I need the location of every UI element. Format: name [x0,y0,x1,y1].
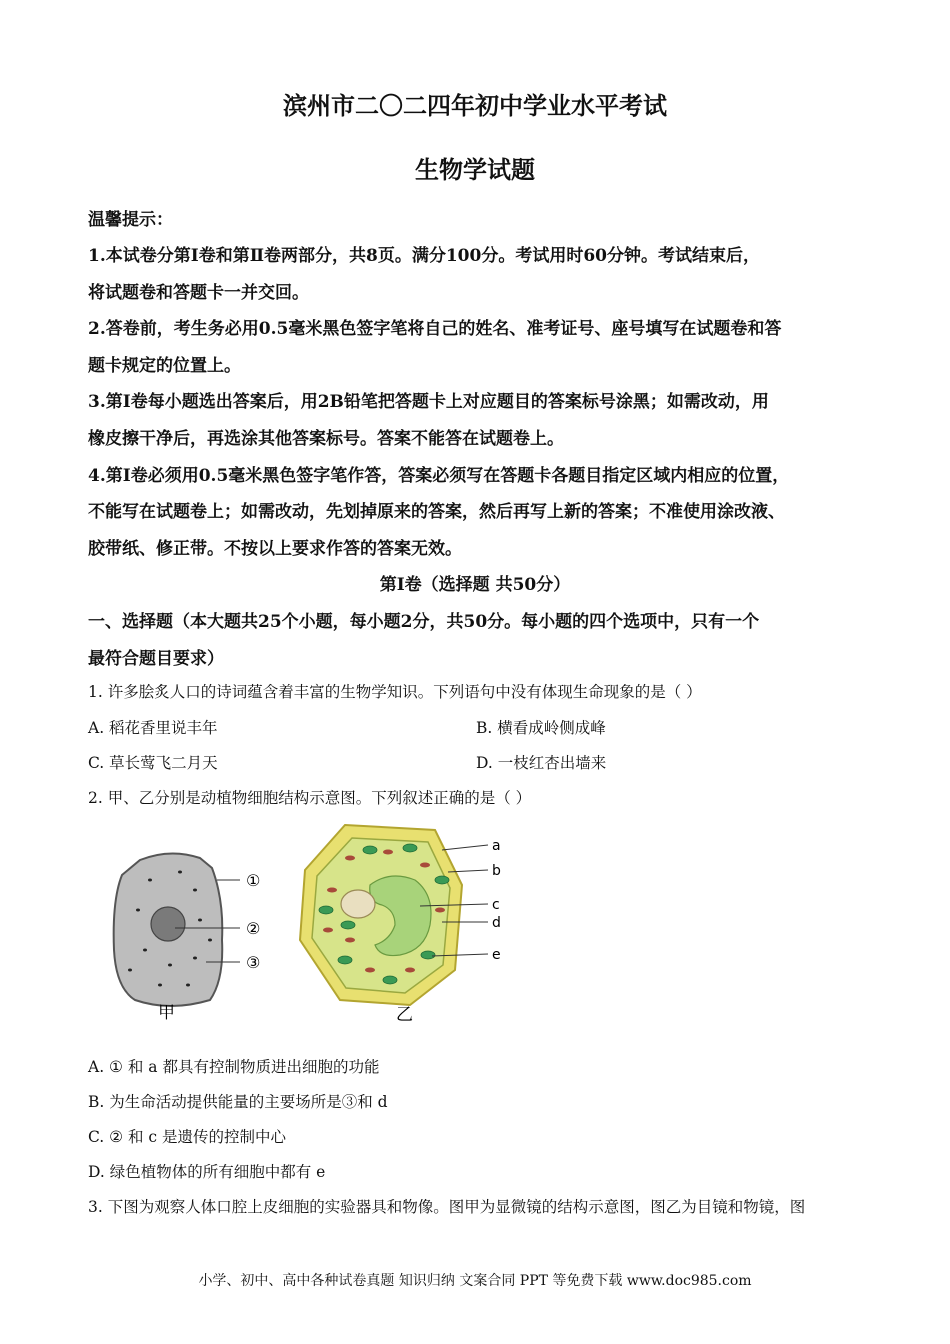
section-title: 第Ⅰ卷（选择题 共50分） [379,575,571,595]
part-heading: 一、选择题（本大题共25个小题，每小题2分，共50分。每小题的四个选项中，只有一个 [88,612,760,632]
q1-option-a: A. 稻花香里说丰年 [88,719,218,737]
tip-line: 4.第Ⅰ卷必须用0.5毫米黑色签字笔作答，答案必须写在答题卡各题目指定区域内相应的位置， [88,466,790,486]
label-e: e [492,947,501,963]
tip-line: 2.答卷前，考生务必用0.5毫米黑色签字笔将自己的姓名、准考证号、座号填写在试题卷和答 [88,319,782,339]
tip-line: 题卡规定的位置上。 [88,356,241,376]
label-d: d [492,915,501,931]
label-1: ① [246,871,261,890]
caption-yi: 乙 [396,1005,413,1025]
label-b: b [492,863,501,879]
label-a: a [492,838,501,854]
exam-subtitle: 生物学试题 [415,155,535,184]
tips-heading: 温馨提示： [88,210,173,230]
q1-option-b: B. 横看成岭侧成峰 [476,719,606,737]
tip-line: 不能写在试题卷上；如需改动，先划掉原来的答案，然后再写上新的答案；不准使用涂改液、 [88,502,785,522]
part-heading: 最符合题目要求） [88,649,224,669]
tip-line: 将试题卷和答题卡一并交回。 [88,283,309,303]
tip-line: 3.第Ⅰ卷每小题选出答案后，用2B铅笔把答题卡上对应题目的答案标号涂黑；如需改动，用 [88,392,769,412]
tip-line: 胶带纸、修正带。不按以上要求作答的答案无效。 [88,539,462,559]
label-3: ③ [246,953,261,972]
q2-option-a: A. ① 和 a 都具有控制物质进出细胞的功能 [88,1058,380,1076]
tip-line: 橡皮擦干净后，再选涂其他答案标号。答案不能答在试题卷上。 [88,429,564,449]
q3-stem: 3. 下图为观察人体口腔上皮细胞的实验器具和物像。图甲为显微镜的结构示意图，图乙为目镜和物镜，图 [88,1198,806,1216]
caption-jia: 甲 [158,1003,175,1023]
q2-option-c: C. ② 和 c 是遗传的控制中心 [88,1128,287,1146]
exam-title: 滨州市二〇二四年初中学业水平考试 [283,91,667,120]
q1-option-c: C. 草长莺飞二月天 [88,754,218,772]
q2-stem: 2. 甲、乙分别是动植物细胞结构示意图。下列叙述正确的是（ ） [88,789,532,807]
label-c: c [492,897,500,913]
animal-cell-figure [100,840,290,1040]
tip-line: 1.本试卷分第Ⅰ卷和第Ⅱ卷两部分，共8页。满分100分。考试用时60分钟。考试结束后， [88,246,760,266]
q2-option-b: B. 为生命活动提供能量的主要场所是③和 d [88,1093,388,1111]
q2-option-d: D. 绿色植物体的所有细胞中都有 e [88,1163,326,1181]
page-footer: 小学、初中、高中各种试卷真题 知识归纳 文案合同 PPT 等免费下载 www.doc985.com [198,1273,752,1289]
q1-option-d: D. 一枝红杏出墙来 [476,754,607,772]
q1-stem: 1. 许多脍炙人口的诗词蕴含着丰富的生物学知识。下列语句中没有体现生命现象的是（ ） [88,683,702,701]
plant-cell-figure [290,820,520,1030]
label-2: ② [246,919,261,938]
